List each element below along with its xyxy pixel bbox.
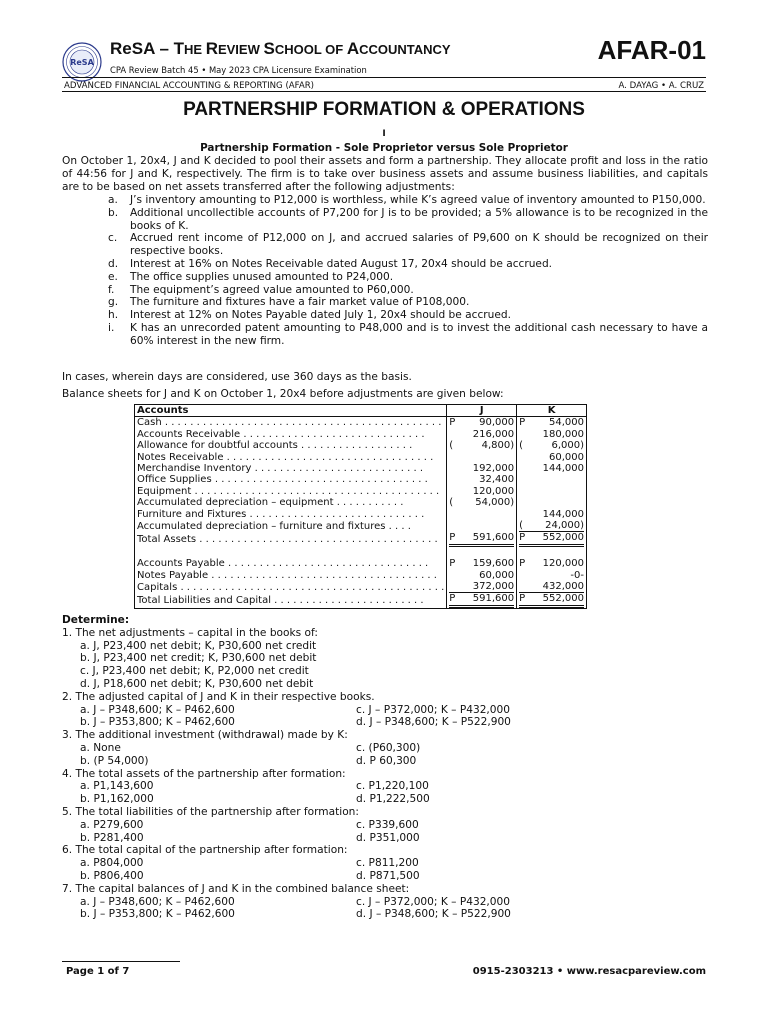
answer-option: c. P811,200 [356,857,419,870]
currency-prefix-k: ( [519,520,524,532]
amount-k [517,497,587,508]
amount-j [447,532,517,546]
amount-k [517,440,587,451]
answer-option-row [62,755,708,768]
amount-k [517,474,587,485]
adjustment-letter: c. [108,232,118,245]
adjustment-text: Accrued rent income of P12,000 on J, and accrued salaries of P9,600 on K should be recognized on their respective books. [130,232,708,258]
amount-j [447,520,517,532]
answer-option: b. J – P353,800; K – P462,600 [80,716,235,729]
list-item [108,194,708,207]
document-title: PARTNERSHIP FORMATION & OPERATIONS [183,99,585,120]
amount-cell-k [519,558,584,569]
determine-label: Determine: [62,614,130,626]
amount-cell-j [449,474,514,485]
table-row [135,440,587,451]
answer-option: a. J – P348,600; K – P462,600 [80,895,235,908]
amount-value-k: 120,000 [542,558,584,570]
resa-seal-logo [62,42,102,82]
amount-k [517,429,587,440]
amount-value-k: 144,000 [542,463,584,475]
amount-cell-k [519,520,584,532]
amount-j [447,509,517,520]
list-item [108,207,708,233]
table-row [135,520,587,532]
amount-k [517,417,587,429]
amount-cell-k [519,532,584,546]
answer-option-row [62,716,708,729]
amount-cell-k [519,509,584,520]
amount-value-j: 192,000 [472,463,515,475]
answer-option: d. P351,000 [356,831,420,844]
question-6: 6. The total capital of the partnership after formation: [62,844,348,857]
account-label: Equipment . . . . . . . . . . . . . . . . . . . . . . . . . . . . . . . . . . . . . . . [137,485,440,497]
table-row [135,570,587,581]
header-rule [62,77,706,78]
amount-k [517,486,587,497]
question-7: 7. The capital balances of J and K in the combined balance sheet: [62,882,410,895]
answer-option: a. J – P348,600; K – P462,600 [80,703,235,716]
answer-option: d. J – P348,600; K – P522,900 [356,908,511,921]
table-row [135,593,587,608]
amount-k [517,509,587,520]
amount-value-j: 60,000 [479,569,515,581]
amount-j [447,440,517,451]
answer-option: d. J, P18,600 net debit; K, P30,600 net debit [80,677,314,690]
list-item [108,296,708,309]
amount-cell-j [449,558,514,569]
adjustment-letter: h. [108,309,119,322]
days-note: In cases, wherein days are considered, use 360 days as the basis. [62,371,412,383]
question-5: 5. The total liabilities of the partnership after formation: [62,805,359,818]
batch-line: CPA Review Batch 45 • May 2023 CPA Licensure Examination [110,65,367,75]
amount-value-k: 552,000 [542,532,584,544]
list-item [108,271,708,284]
amount-j [447,463,517,474]
account-label: Accumulated depreciation – furniture and fixtures . . . . [137,520,411,532]
footer-rule [62,961,180,962]
question-1: 1. The net adjustments – capital in the books of: [62,626,318,639]
adjustment-text: Interest at 16% on Notes Receivable dated August 17, 20x4 should be accrued. [130,257,553,270]
amount-value-k: 432,000 [542,581,584,593]
amount-j [447,417,517,429]
account-label: Accounts Receivable . . . . . . . . . . . . . . . . . . . . . . . . . . . . . [137,428,425,440]
list-item [108,258,708,271]
amount-cell-k [519,417,584,428]
list-item [108,284,708,297]
questions-section [62,614,708,921]
table-spacer [135,547,587,558]
currency-prefix-k: P [519,417,526,429]
problem-intro: On October 1, 20x4, J and K decided to pool their assets and form a partnership. They allocate profit and loss in the ratio of 44:56 for J and K, respectively. The firm is to take over business assets and assume business liabilities, and capitals are to be based on net assets transferred after the following adjustments: [62,155,708,193]
adjustment-letter: e. [108,270,118,283]
account-label: Allowance for doubtful accounts . . . . . . . . . . . . . . . . . . [137,440,413,452]
adjustment-text: The furniture and fixtures have a fair market value of P108,000. [130,296,470,309]
answer-option: b. (P 54,000) [80,754,149,767]
currency-prefix-k: ( [519,440,524,452]
list-item [108,232,708,258]
table-row [135,486,587,497]
table-row [135,509,587,520]
currency-prefix-j: ( [449,440,454,452]
adjustment-text: Interest at 12% on Notes Payable dated July 1, 20x4 should be accrued. [130,309,511,322]
account-label: Notes Receivable . . . . . . . . . . . . . . . . . . . . . . . . . . . . . . . . . [137,451,434,463]
table-row [135,452,587,463]
amount-value-j: 372,000 [472,581,515,593]
amount-value-j: 32,400 [479,474,515,486]
answer-option-row [62,832,708,845]
authors-line: A. DAYAG • A. CRUZ [618,81,704,91]
currency-prefix-k: P [519,532,526,544]
amount-k [517,532,587,546]
answer-option-row [62,870,708,883]
answer-option-row [62,857,708,870]
table-row [135,581,587,593]
table-row [135,417,587,429]
table-row [135,497,587,508]
adjustment-letter: f. [108,283,115,296]
amount-cell-j [449,497,514,508]
currency-prefix-j: P [449,417,456,429]
amount-j [447,452,517,463]
amount-value-k: 60,000 [549,451,584,463]
question-3: 3. The additional investment (withdrawal) made by K: [62,729,348,742]
answer-option: c. J, P23,400 net debit; K, P2,000 net credit [80,665,309,678]
answer-option-row [62,704,708,717]
answer-option-row [62,819,708,832]
currency-prefix-j: P [449,593,456,605]
amount-k [517,520,587,532]
account-label: Accumulated depreciation – equipment . . . . . . . . . . . [137,497,404,509]
adjustment-letter: g. [108,296,119,309]
amount-cell-k [519,593,584,607]
balance-sheet-intro: Balance sheets for J and K on October 1, 20x4 before adjustments are given below: [62,388,504,400]
list-item [108,322,708,348]
page-number: Page 1 of 7 [66,966,130,977]
amount-value-j: 591,600 [472,532,515,544]
amount-j [447,593,517,608]
amount-k [517,570,587,581]
amount-cell-j [449,429,514,440]
account-label: Accounts Payable . . . . . . . . . . . . . . . . . . . . . . . . . . . . . . . . [137,558,429,570]
currency-prefix-k: P [519,558,526,570]
amount-cell-j [449,440,514,451]
contact-info: 0915-2303213 • www.resacpareview.com [472,966,706,977]
answer-option: b. J – P353,800; K – P462,600 [80,908,235,921]
amount-k [517,558,587,569]
amount-k [517,463,587,474]
amount-cell-k [519,581,584,593]
amount-cell-j [449,486,514,497]
answer-option: c. P339,600 [356,818,419,831]
answer-option: c. J – P372,000; K – P432,000 [356,895,511,908]
amount-cell-k [519,463,584,474]
amount-cell-j [449,417,514,428]
amount-value-j: 120,000 [472,485,515,497]
answer-option: c. J – P372,000; K – P432,000 [356,703,511,716]
currency-prefix-j: ( [449,497,454,509]
amount-j [447,486,517,497]
answer-option-row [62,742,708,755]
amount-value-j: 4,800) [481,440,515,452]
amount-k [517,452,587,463]
amount-value-j: 216,000 [472,428,515,440]
answer-option: b. P806,400 [80,869,144,882]
table-row [135,429,587,440]
answer-option-row [62,793,708,806]
amount-value-k: 24,000) [545,520,584,532]
account-label: Total Assets . . . . . . . . . . . . . . . . . . . . . . . . . . . . . . . . . . . . . . [137,533,438,545]
list-item [108,309,708,322]
amount-value-k: 54,000 [549,417,584,429]
account-label: Notes Payable . . . . . . . . . . . . . . . . . . . . . . . . . . . . . . . . . . . . [137,569,437,581]
adjustment-text: J’s inventory amounting to P12,000 is worthless, while K’s agreed value of inventory amounted to P150,000. [130,194,706,206]
subject-line: ADVANCED FINANCIAL ACCOUNTING & REPORTING (AFAR) [64,81,315,91]
adjustment-letter: d. [108,257,119,270]
question-4: 4. The total assets of the partnership after formation: [62,767,346,780]
amount-value-k: 144,000 [542,508,584,520]
answer-option: a. P1,143,600 [80,780,154,793]
amount-cell-j [449,532,514,546]
amount-cell-k [519,452,584,463]
svg-text:ReSA: ReSA [70,58,94,67]
answer-option: d. P 60,300 [356,754,417,767]
adjustment-text: K has an unrecorded patent amounting to P48,000 and is to invest the additional cash necessary to have a 60% interest in the new firm. [130,321,708,347]
school-name: ReSA – THE REVIEW SCHOOL OF ACCOUNTANCY [110,39,451,58]
amount-j [447,429,517,440]
answer-option: a. J, P23,400 net debit; K, P30,600 net credit [80,639,317,652]
answer-option-row [62,896,708,909]
handout-code: AFAR-01 [597,35,706,65]
answer-option: d. P871,500 [356,869,420,882]
amount-value-k: -0- [570,569,584,581]
amount-cell-k [519,440,584,451]
amount-value-j: 591,600 [472,593,515,605]
account-label: Total Liabilities and Capital . . . . . . . . . . . . . . . . . . . . . . . . [137,594,424,606]
answer-option-row [62,780,708,793]
answer-option: a. P804,000 [80,857,144,870]
amount-k [517,581,587,593]
table-row [135,558,587,569]
account-label: Capitals . . . . . . . . . . . . . . . . . . . . . . . . . . . . . . . . . . . . . . . . . . [137,581,445,593]
amount-value-k: 552,000 [542,593,584,605]
question-2: 2. The adjusted capital of J and K in their respective books. [62,690,375,703]
amount-value-j: 159,600 [472,558,515,570]
account-label: Cash . . . . . . . . . . . . . . . . . . . . . . . . . . . . . . . . . . . . . . . . . . . . [137,417,442,429]
amount-cell-j [449,463,514,474]
header-j: J [447,405,517,417]
table-row [135,532,587,546]
answer-option: d. P1,222,500 [356,793,430,806]
answer-option: b. P1,162,000 [80,793,154,806]
amount-value-k: 6,000) [551,440,584,452]
adjustment-letter: b. [108,206,119,219]
amount-k [517,593,587,608]
balance-sheet-table [134,404,587,609]
section-subtitle: Partnership Formation - Sole Proprietor versus Sole Proprietor [200,142,568,154]
table-row [135,463,587,474]
amount-cell-j [449,593,514,607]
answer-option-row [62,908,708,921]
adjustment-text: Additional uncollectible accounts of P7,200 for J is to be provided; a 5% allowance is to be recognized in the books of K. [130,206,708,232]
answer-option: b. P281,400 [80,831,144,844]
adjustment-text: The equipment’s agreed value amounted to P60,000. [130,283,414,296]
answer-option: b. J, P23,400 net credit; K, P30,600 net debit [80,652,317,665]
amount-j [447,474,517,485]
amount-j [447,570,517,581]
table-row [135,474,587,485]
answer-option: c. (P60,300) [356,741,421,754]
amount-j [447,558,517,569]
amount-value-k: 180,000 [542,428,584,440]
page-header [62,35,706,92]
adjustment-text: The office supplies unused amounted to P24,000. [130,270,394,283]
header-accounts: Accounts [135,405,447,417]
amount-cell-j [449,581,514,593]
account-label: Office Supplies . . . . . . . . . . . . . . . . . . . . . . . . . . . . . . . . . . [137,474,428,486]
amount-j [447,581,517,593]
amount-value-j: 54,000) [475,497,515,509]
amount-j [447,497,517,508]
table-header-row [135,405,587,417]
answer-option: a. P279,600 [80,818,144,831]
answer-option: a. None [80,741,121,754]
adjustment-letter: a. [108,194,118,206]
currency-prefix-k: P [519,593,526,605]
adjustments-list [108,194,708,348]
answer-option: c. P1,220,100 [356,780,429,793]
header-rule-bottom [62,91,706,92]
header-k: K [517,405,587,417]
currency-prefix-j: P [449,558,456,570]
section-numeral: I [382,129,386,139]
amount-cell-j [449,570,514,581]
amount-cell-k [519,570,584,581]
account-label: Furniture and Fixtures . . . . . . . . . . . . . . . . . . . . . . . . . . . . [137,508,425,520]
answer-option: d. J – P348,600; K – P522,900 [356,716,511,729]
currency-prefix-j: P [449,532,456,544]
amount-cell-k [519,429,584,440]
account-label: Merchandise Inventory . . . . . . . . . . . . . . . . . . . . . . . . . . . [137,463,424,475]
amount-value-j: 90,000 [479,417,515,429]
adjustment-letter: i. [108,321,115,334]
